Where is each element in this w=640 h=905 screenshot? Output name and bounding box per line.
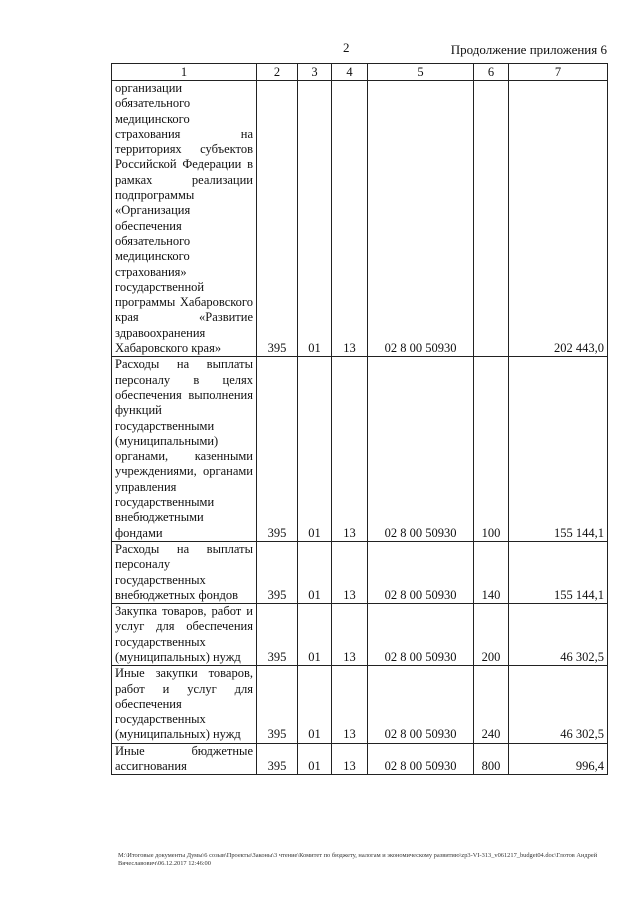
cell-target-item: 02 8 00 50930 (368, 604, 474, 666)
file-path-footer: M:\Итоговые документы Думы\6 созыв\Проекты\Законы\3 чтение\Комитет по бюджету, налогам и экономическому развитию\zp3-VI-313_v061217_budget04.doc\Глотов Андрей Вячеславович\06.12.2017 12:46:00 (118, 852, 598, 867)
row-description: Иные бюджетные ассигнования (112, 743, 257, 775)
cell-subsection: 13 (332, 743, 368, 775)
column-header: 6 (474, 64, 509, 81)
cell-target-item: 02 8 00 50930 (368, 666, 474, 743)
row-description: Расходы на выплаты персоналу государственных внебюджетных фондов (112, 541, 257, 603)
column-header: 1 (112, 64, 257, 81)
table-row (112, 743, 608, 775)
page-number: 2 (343, 40, 350, 55)
cell-subsection: 13 (332, 357, 368, 542)
cell-expense-type: 100 (474, 357, 509, 542)
cell-section: 01 (298, 81, 332, 357)
column-header: 5 (368, 64, 474, 81)
column-header: 4 (332, 64, 368, 81)
table-row (112, 666, 608, 743)
column-header: 2 (257, 64, 298, 81)
cell-ministry: 395 (257, 604, 298, 666)
continuation-label: Продолжение приложения 6 (450, 42, 607, 57)
row-description: Иные закупки товаров, работ и услуг для обеспечения государственных (муниципальных) нужд (112, 666, 257, 743)
row-description: организации обязательного медицинского страхования на территориях субъектов Российской Федерации в рамках реализации подпрограммы «Организация обеспечения обязательного медицинского страхования» государственной программы Хабаровского края «Развитие здравоохранения Хабаровского края» (112, 81, 257, 357)
cell-target-item: 02 8 00 50930 (368, 541, 474, 603)
column-header: 3 (298, 64, 332, 81)
row-description: Расходы на выплаты персоналу в целях обеспечения выполнения функций государственными (муниципальными) органами, казенными учреждениями, органами управления государственными внебюджетными фондами (112, 357, 257, 542)
cell-expense-type: 200 (474, 604, 509, 666)
cell-target-item: 02 8 00 50930 (368, 357, 474, 542)
column-header: 7 (509, 64, 608, 81)
table-header-row (112, 64, 608, 81)
cell-target-item: 02 8 00 50930 (368, 81, 474, 357)
cell-ministry: 395 (257, 666, 298, 743)
cell-expense-type (474, 81, 509, 357)
cell-amount: 155 144,1 (509, 541, 608, 603)
cell-ministry: 395 (257, 81, 298, 357)
table-row (112, 81, 608, 357)
table-row (112, 604, 608, 666)
row-description: Закупка товаров, работ и услуг для обеспечения государственных (муниципальных) нужд (112, 604, 257, 666)
budget-table (111, 63, 608, 775)
cell-amount: 202 443,0 (509, 81, 608, 357)
cell-section: 01 (298, 541, 332, 603)
cell-expense-type: 240 (474, 666, 509, 743)
cell-expense-type: 800 (474, 743, 509, 775)
cell-amount: 46 302,5 (509, 666, 608, 743)
cell-section: 01 (298, 357, 332, 542)
cell-section: 01 (298, 604, 332, 666)
cell-ministry: 395 (257, 743, 298, 775)
cell-section: 01 (298, 666, 332, 743)
cell-subsection: 13 (332, 666, 368, 743)
cell-amount: 996,4 (509, 743, 608, 775)
cell-ministry: 395 (257, 541, 298, 603)
cell-subsection: 13 (332, 81, 368, 357)
cell-expense-type: 140 (474, 541, 509, 603)
cell-amount: 46 302,5 (509, 604, 608, 666)
cell-ministry: 395 (257, 357, 298, 542)
cell-target-item: 02 8 00 50930 (368, 743, 474, 775)
table-row (112, 357, 608, 542)
cell-amount: 155 144,1 (509, 357, 608, 542)
cell-subsection: 13 (332, 604, 368, 666)
cell-subsection: 13 (332, 541, 368, 603)
cell-section: 01 (298, 743, 332, 775)
table-row (112, 541, 608, 603)
